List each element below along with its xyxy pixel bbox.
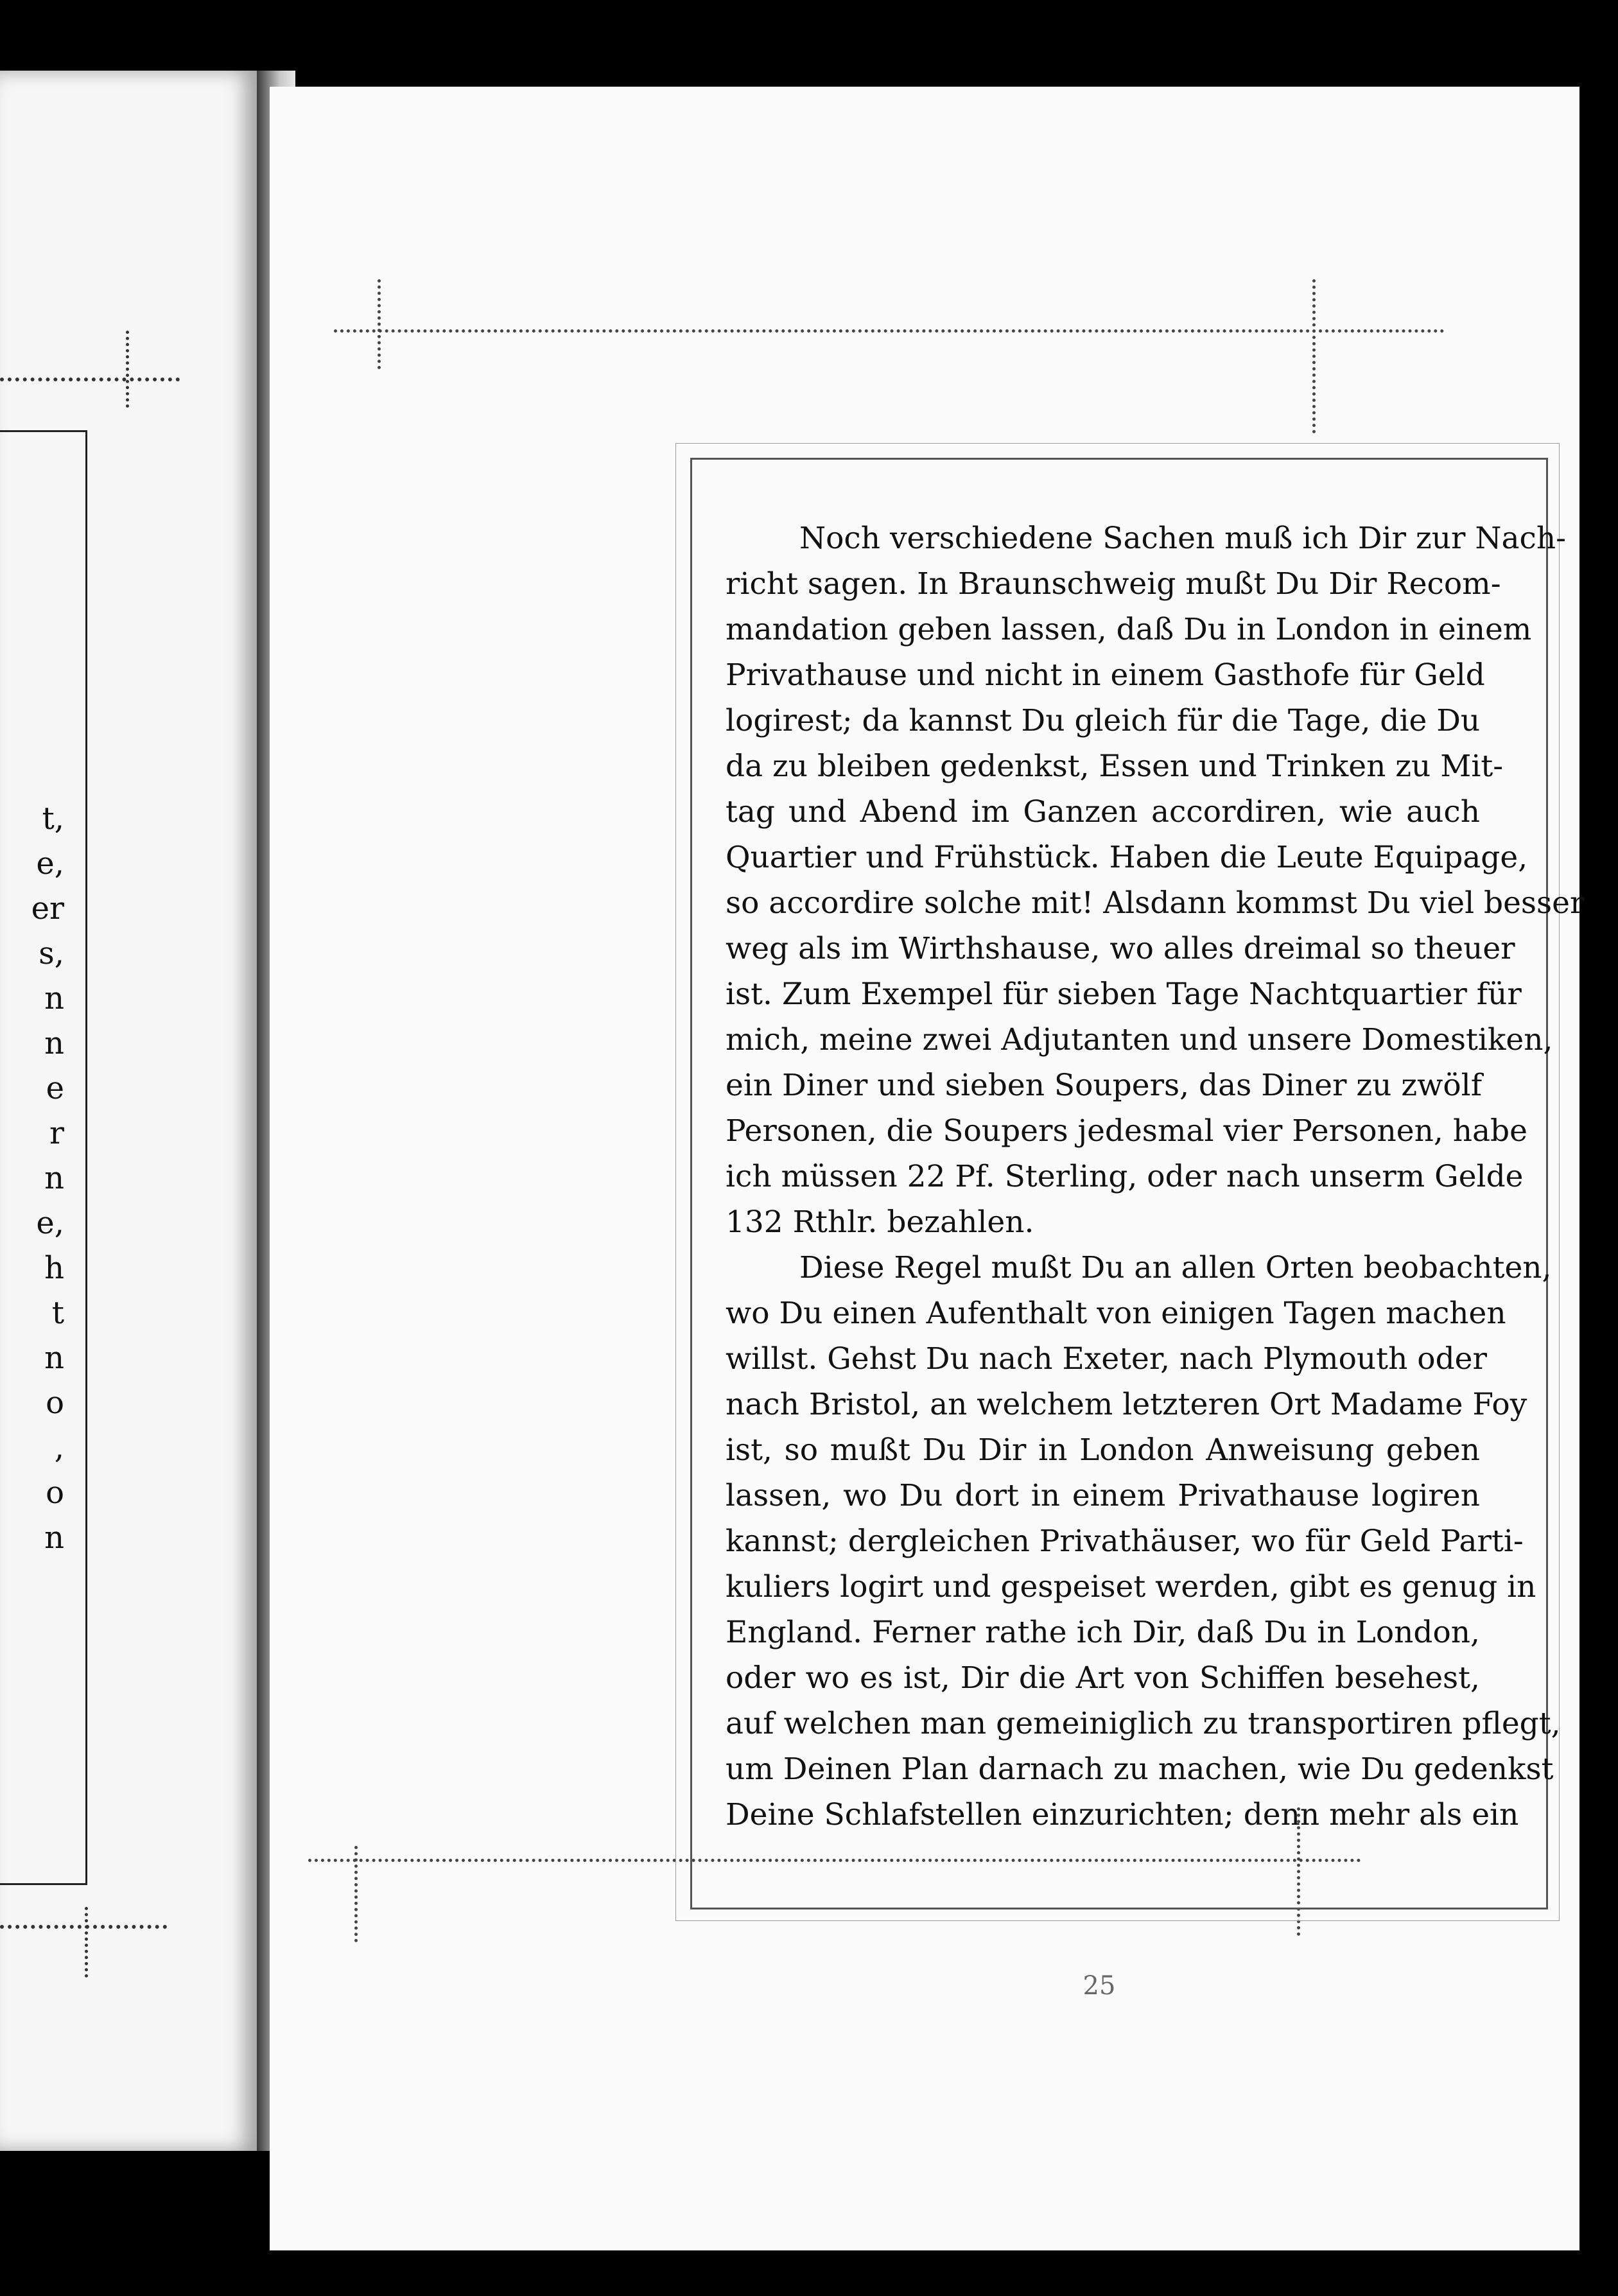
dotted-rule-top-left-vertical <box>378 279 381 369</box>
fragment: t, <box>42 801 64 837</box>
text-line: ist. Zum Exempel für sieben Tage Nachtquartier für <box>726 977 1522 1012</box>
text-line: Personen, die Soupers jedesmal vier Personen, habe <box>726 1113 1527 1149</box>
text-line: auf welchen man gemeiniglich zu transportiren pflegt, <box>726 1706 1561 1741</box>
fragment: n <box>44 1160 64 1196</box>
dotted-rule-top-right-vertical <box>1312 279 1316 433</box>
text-line: mandation geben lassen, daß Du in London in einem <box>726 612 1532 647</box>
text-line: logirest; da kannst Du gleich für die Tage, die Du <box>726 703 1481 738</box>
text-line: ein Diner und sieben Soupers, das Diner zu zwölf <box>726 1068 1483 1103</box>
text-line: Quartier und Frühstück. Haben die Leute Equipage, <box>726 840 1528 875</box>
text-line: Privathause und nicht in einem Gasthofe für Geld <box>726 657 1485 693</box>
text-line: willst. Gehst Du nach Exeter, nach Plymouth oder <box>726 1341 1487 1377</box>
previous-page-edge <box>0 71 257 2151</box>
text-line: da zu bleiben gedenkst, Essen und Trinken zu Mit- <box>726 749 1504 784</box>
body-text <box>726 516 1585 1838</box>
text-line: kuliers logirt und gespeiset werden, gibt es genug in <box>726 1569 1536 1605</box>
fragment: e, <box>36 1205 64 1241</box>
text-line: mich, meine zwei Adjutanten und unsere Domestiken, <box>726 1022 1553 1057</box>
left-page-dotted-rule-vertical-bottom <box>85 1907 88 1978</box>
text-line: ist, so mußt Du Dir in London Anweisung geben <box>726 1432 1480 1468</box>
text-line: lassen, wo Du dort in einem Privathause logiren <box>726 1478 1480 1513</box>
fragment: h <box>44 1250 64 1286</box>
dotted-rule-top <box>334 329 1445 333</box>
left-page-dotted-rule-vertical <box>126 331 129 408</box>
fragment: , <box>54 1430 64 1466</box>
fragment: n <box>44 980 64 1016</box>
text-line: ich müssen 22 Pf. Sterling, oder nach unserm Gelde <box>726 1159 1524 1194</box>
text-line: kannst; dergleichen Privathäuser, wo für Geld Parti- <box>726 1524 1524 1559</box>
dotted-rule-bottom-left-vertical <box>354 1846 358 1942</box>
left-page-dotted-rule-top <box>0 378 180 381</box>
text-line: Noch verschiedene Sachen muß ich Dir zur Nach- <box>799 521 1567 556</box>
text-line: England. Ferner rathe ich Dir, daß Du in London, <box>726 1615 1480 1650</box>
page-number: 25 <box>1083 1971 1116 2001</box>
fragment: e <box>46 1070 64 1106</box>
fragment: n <box>44 1025 64 1061</box>
left-page-dotted-rule-bottom <box>0 1925 167 1929</box>
fragment: o <box>46 1475 64 1511</box>
fragment: r <box>49 1115 64 1151</box>
text-line: um Deinen Plan darnach zu machen, wie Du gedenkst <box>726 1752 1554 1787</box>
text-line-paragraph-end: 132 Rthlr. bezahlen. <box>726 1205 1034 1240</box>
fragment: er <box>31 891 64 926</box>
fragment: n <box>44 1520 64 1556</box>
text-line: oder wo es ist, Dir die Art von Schiffen besehest, <box>726 1660 1480 1696</box>
text-line: richt sagen. In Braunschweig mußt Du Dir Recom- <box>726 566 1501 602</box>
left-page-text-fragments <box>0 751 64 1605</box>
text-line: wo Du einen Aufenthalt von einigen Tagen machen <box>726 1296 1506 1331</box>
book-page <box>270 87 1585 2250</box>
fragment: e, <box>36 846 64 882</box>
text-line: tag und Abend im Ganzen accordiren, wie auch <box>726 794 1480 830</box>
fragment: t <box>51 1295 64 1331</box>
text-line: so accordire solche mit! Alsdann kommst Du viel besser <box>726 885 1585 921</box>
text-line: nach Bristol, an welchem letzteren Ort Madame Foy <box>726 1387 1527 1422</box>
text-line: Diese Regel mußt Du an allen Orten beobachten, <box>799 1250 1552 1285</box>
fragment: o <box>46 1385 64 1421</box>
text-line: weg als im Wirthshause, wo alles dreimal so theuer <box>726 931 1515 966</box>
text-line: Deine Schlafstellen einzurichten; denn mehr als ein <box>726 1797 1519 1832</box>
fragment: n <box>44 1340 64 1376</box>
fragment: s, <box>39 935 64 971</box>
